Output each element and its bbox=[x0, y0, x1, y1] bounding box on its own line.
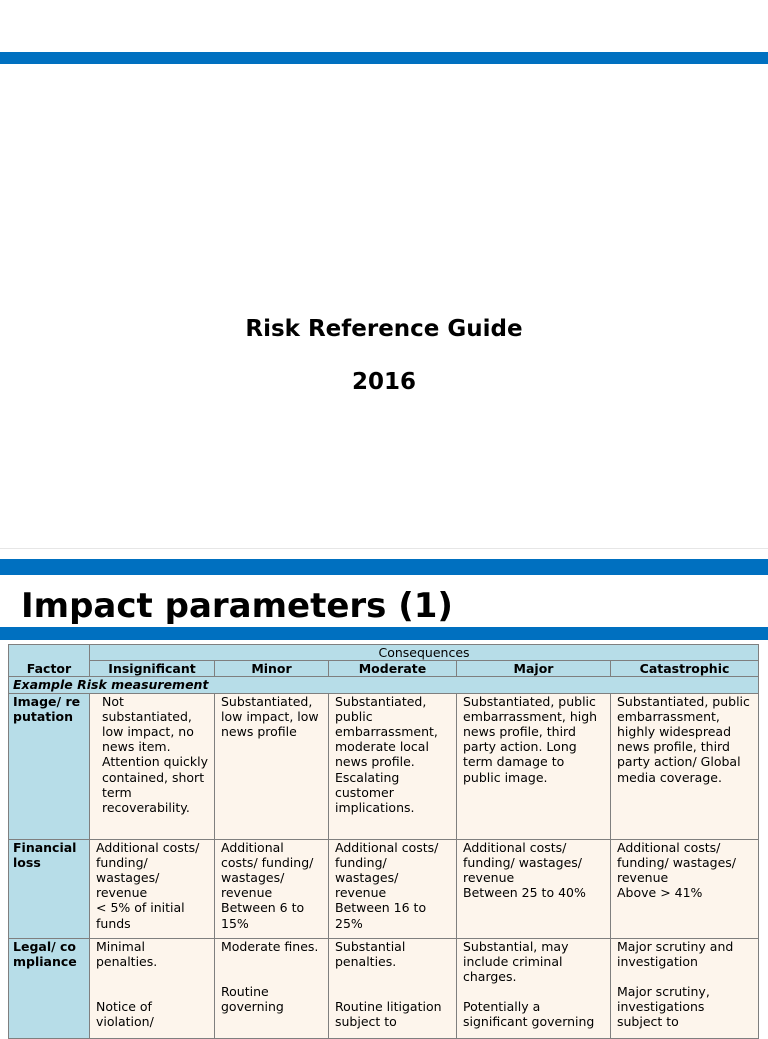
table-cell bbox=[329, 938, 457, 1038]
consequences-header: Consequences bbox=[90, 645, 759, 661]
table-cell bbox=[611, 839, 759, 938]
example-risk-measurement-label: Example Risk measurement bbox=[9, 677, 759, 693]
table-cell: Substantiated, public embarrassment, moderate local news profile. Escalating customer implications. bbox=[329, 693, 457, 839]
cell-line: Additional costs/ funding/ wastages/ revenue bbox=[335, 839, 439, 901]
cell-line: Routine litigation subject to bbox=[335, 999, 442, 1030]
cell-line: Between 16 to 25% bbox=[335, 900, 427, 931]
impact-table-container bbox=[8, 644, 758, 1039]
table-cell bbox=[611, 938, 759, 1038]
slide-year: 2016 bbox=[351, 369, 416, 395]
table-cell bbox=[90, 938, 215, 1038]
table-row bbox=[9, 839, 759, 938]
section-blue-band bbox=[0, 559, 768, 575]
table-cell: Substantiated, low impact, low news profile bbox=[215, 693, 329, 839]
table-cell bbox=[329, 839, 457, 938]
cell-line: Substantial penalties. bbox=[335, 938, 406, 969]
column-header-moderate: Moderate bbox=[329, 661, 457, 677]
cell-line: Additional costs/ funding/ wastages/ revenue bbox=[617, 839, 737, 886]
cell-line: Minimal penalties. bbox=[96, 938, 158, 969]
cell-line: Additional costs/ funding/ wastages/ revenue bbox=[96, 839, 200, 901]
cell-line: < 5% of initial funds bbox=[96, 900, 185, 931]
column-header-insignificant: Insignificant bbox=[90, 661, 215, 677]
table-row bbox=[9, 938, 759, 1038]
cell-line: Potentially a significant governing bbox=[463, 999, 595, 1030]
cell-line: Between 25 to 40% bbox=[463, 885, 586, 901]
table-cell bbox=[215, 839, 329, 938]
table-cell bbox=[457, 938, 611, 1038]
cell-line: Above > 41% bbox=[617, 885, 703, 901]
cell-line: Between 6 to 15% bbox=[221, 900, 305, 931]
table-row bbox=[9, 693, 759, 839]
cell-line: Routine governing bbox=[221, 983, 284, 1015]
factor-legal-compliance: Legal/ compliance bbox=[9, 938, 90, 1038]
slide-divider bbox=[0, 548, 768, 549]
table-cell bbox=[215, 938, 329, 1038]
cell-line: Major scrutiny and investigation bbox=[617, 938, 734, 969]
cell-line: Major scrutiny, investigations subject to bbox=[617, 984, 710, 1030]
cell-line: Moderate fines. bbox=[221, 938, 319, 954]
cell-line: Notice of violation/ bbox=[96, 999, 154, 1030]
column-header-catastrophic: Catastrophic bbox=[611, 661, 759, 677]
cell-line: Additional costs/ funding/ wastages/ revenue bbox=[463, 839, 583, 886]
factor-image-reputation: Image/ reputation bbox=[9, 693, 90, 839]
factor-financial-loss: Financial loss bbox=[9, 839, 90, 938]
table-cell bbox=[90, 839, 215, 938]
table-cell: Substantiated, public embarrassment, highly widespread news profile, third party action/ Global media coverage. bbox=[611, 693, 759, 839]
impact-table bbox=[8, 644, 759, 1039]
page-heading: Impact parameters (1) bbox=[21, 586, 453, 626]
slide-title: Risk Reference Guide bbox=[245, 316, 523, 342]
heading-underline-band bbox=[0, 627, 768, 640]
table-cell: Substantiated, public embarrassment, high news profile, third party action. Long term damage to public image. bbox=[457, 693, 611, 839]
table-cell bbox=[457, 839, 611, 938]
cell-line: Substantial, may include criminal charges. bbox=[463, 938, 569, 985]
cell-line: Additional costs/ funding/ wastages/ revenue bbox=[221, 839, 314, 901]
top-blue-band bbox=[0, 52, 768, 64]
table-cell: Not substantiated, low impact, no news item. Attention quickly contained, short term recoverability. bbox=[90, 693, 215, 839]
factor-header: Factor bbox=[9, 645, 90, 677]
column-header-minor: Minor bbox=[215, 661, 329, 677]
column-header-major: Major bbox=[457, 661, 611, 677]
